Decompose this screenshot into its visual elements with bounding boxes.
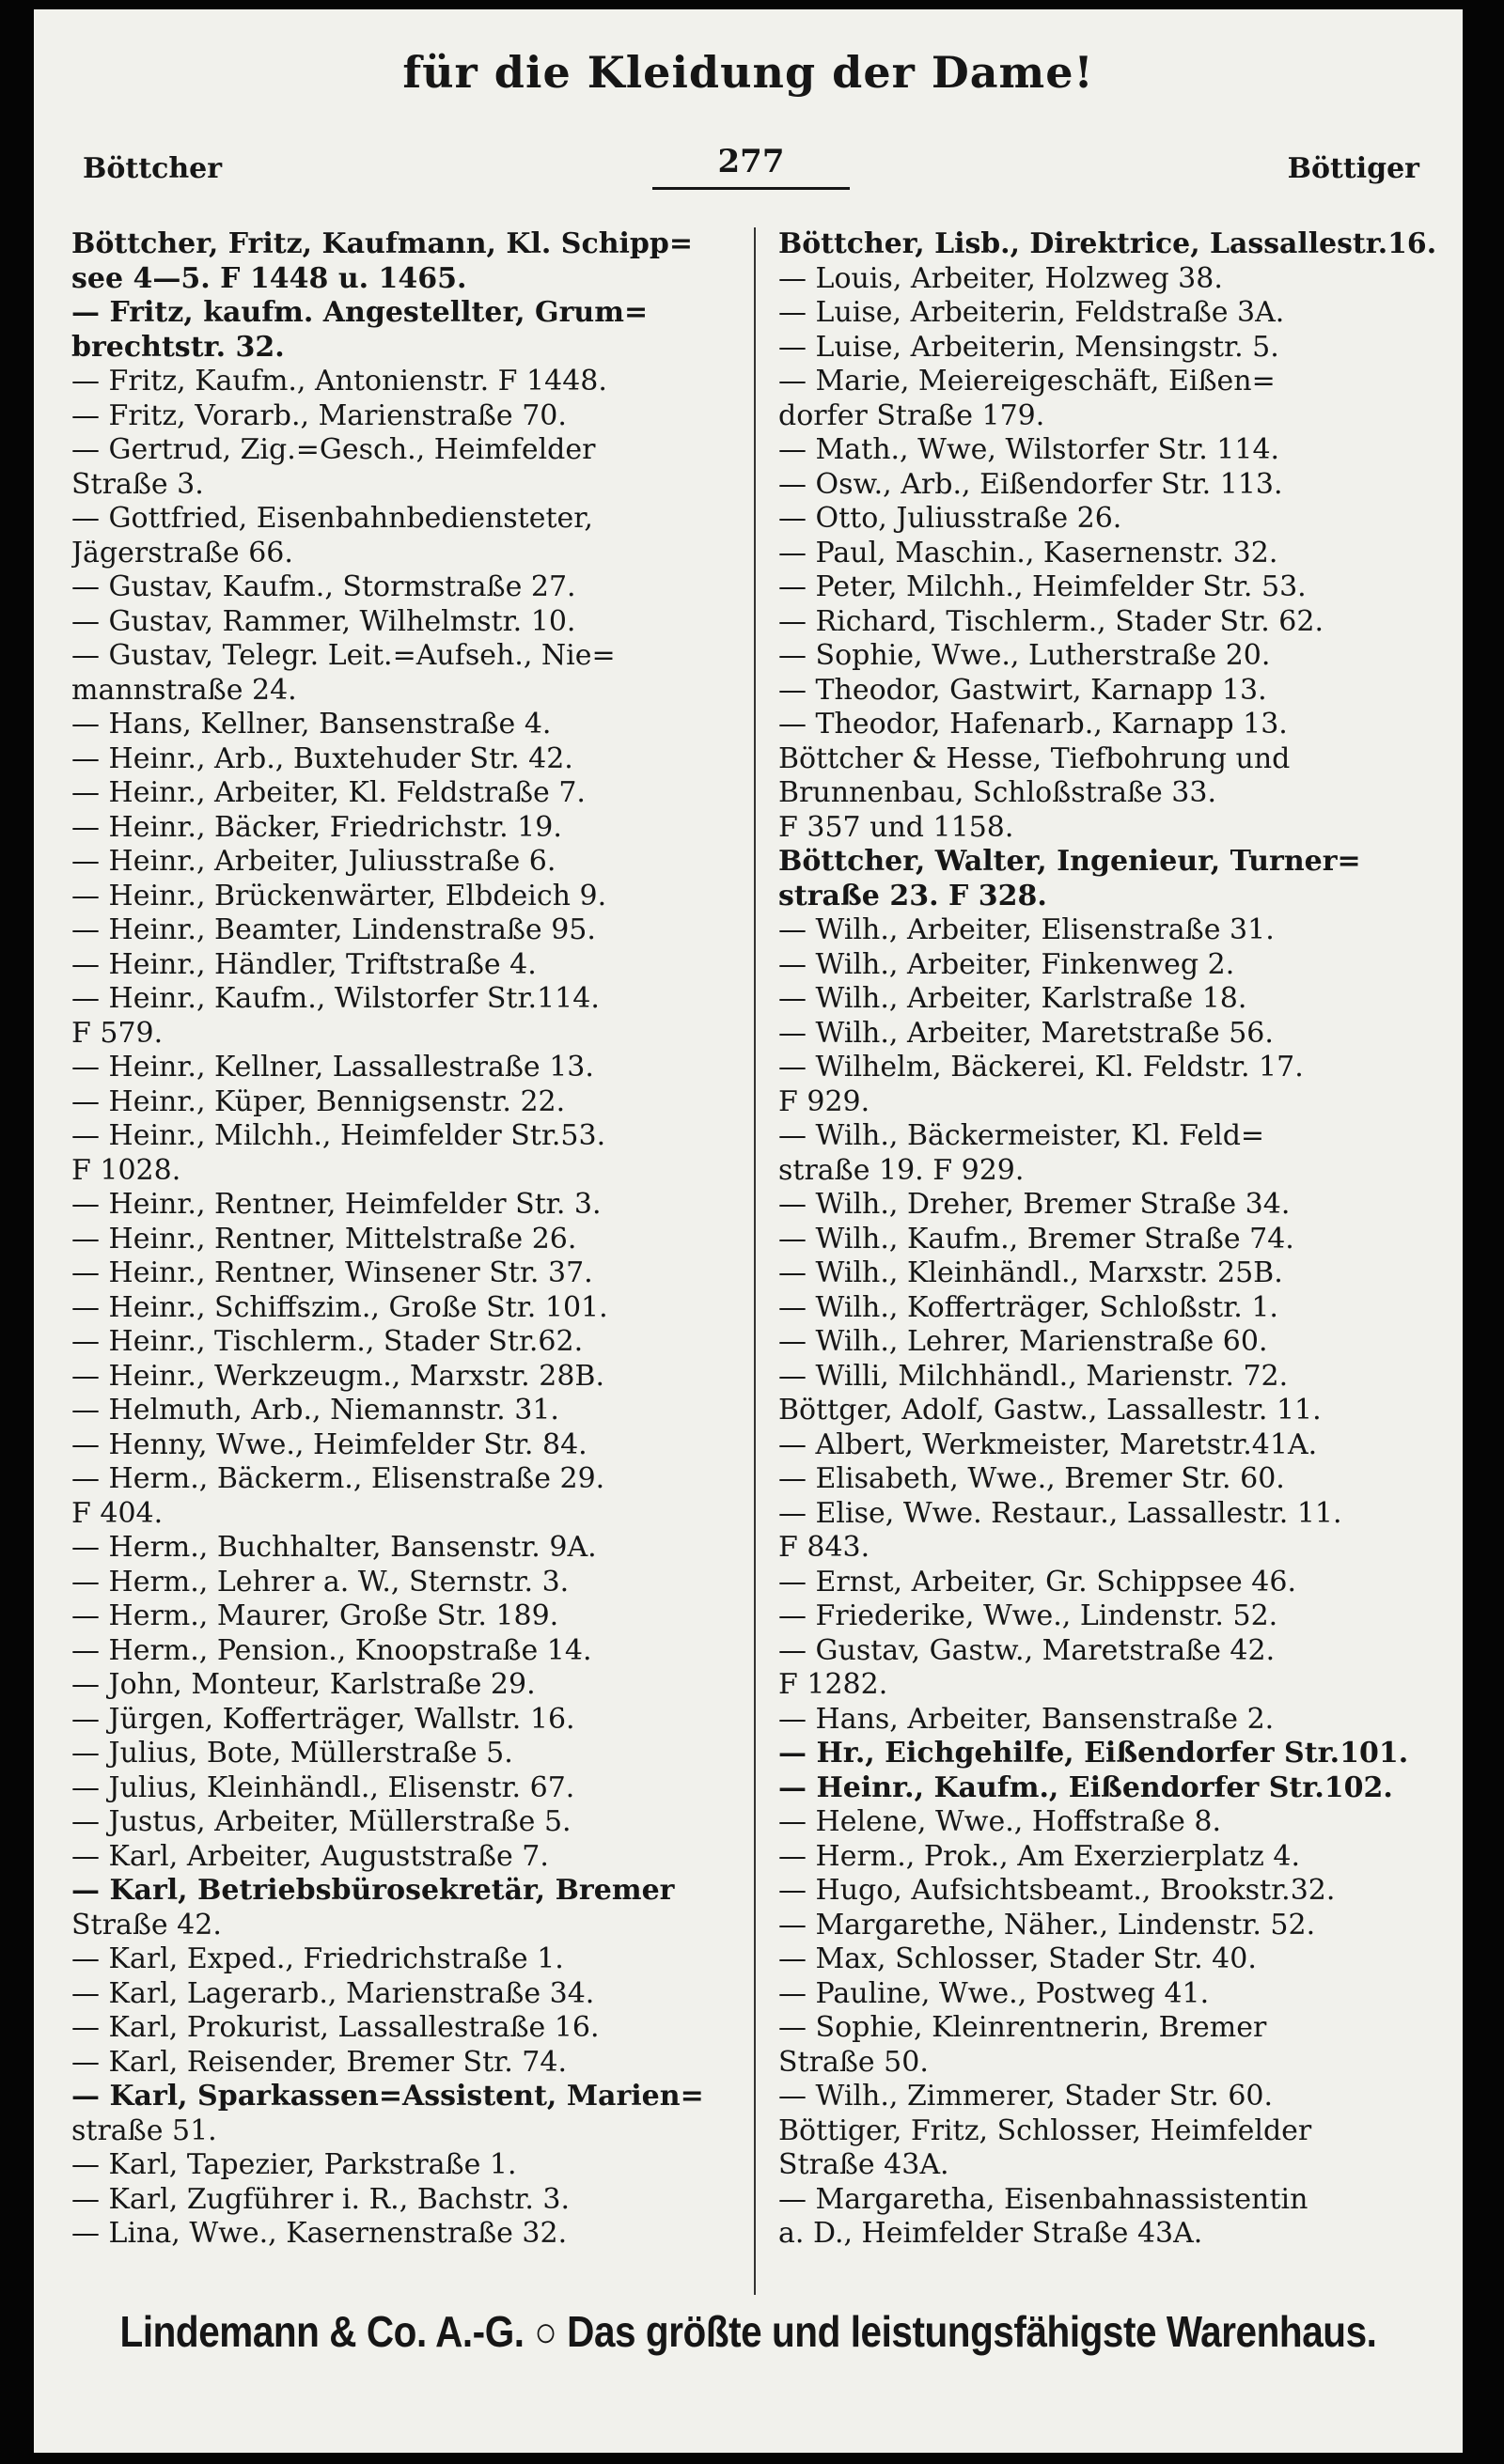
directory-entry-line: — Peter, Milchh., Heimfelder Str. 53. xyxy=(778,570,1307,603)
directory-page xyxy=(34,9,1463,2453)
directory-entry-line: — Heinr., Kellner, Lassallestraße 13. xyxy=(71,1051,594,1084)
running-head xyxy=(83,143,1419,199)
directory-entry-line: — Heinr., Beamter, Lindenstraße 95. xyxy=(71,913,596,946)
directory-entry-line: — Heinr., Rentner, Mittelstraße 26. xyxy=(71,1222,577,1255)
directory-entry-line: — Richard, Tischlerm., Stader Str. 62. xyxy=(778,604,1324,638)
directory-entry-line: — Heinr., Brückenwärter, Elbdeich 9. xyxy=(71,879,607,912)
directory-entry-line: Böttger, Adolf, Gastw., Lassallestr. 11. xyxy=(778,1394,1322,1427)
directory-entry-line: F 929. xyxy=(778,1084,870,1118)
directory-entry-line: — Friederike, Wwe., Lindenstr. 52. xyxy=(778,1599,1278,1632)
directory-entry-line: — Wilh., Lehrer, Marienstraße 60. xyxy=(778,1325,1268,1358)
directory-entry-line: — Sophie, Wwe., Lutherstraße 20. xyxy=(778,639,1271,672)
directory-entry-line: — Hr., Eichgehilfe, Eißendorfer Str.101. xyxy=(778,1737,1409,1770)
directory-entry-line: — Theodor, Gastwirt, Karnapp 13. xyxy=(778,673,1267,707)
directory-entry-line: — Herm., Pension., Knoopstraße 14. xyxy=(71,1633,592,1667)
directory-entry-line: — Marie, Meiereigeschäft, Eißen= xyxy=(778,365,1276,398)
directory-entry-line: — Ernst, Arbeiter, Gr. Schippsee 46. xyxy=(778,1565,1297,1598)
directory-entry-line: — Wilhelm, Bäckerei, Kl. Feldstr. 17. xyxy=(778,1051,1304,1084)
directory-entry-line: F 404. xyxy=(71,1496,164,1530)
directory-entry-line: — Wilh., Kleinhändl., Marxstr. 25B. xyxy=(778,1256,1283,1289)
directory-entry-line: — Wilh., Dreher, Bremer Straße 34. xyxy=(778,1188,1291,1221)
directory-entry-line: — Theodor, Hafenarb., Karnapp 13. xyxy=(778,708,1288,741)
directory-entry-line: — Henny, Wwe., Heimfelder Str. 84. xyxy=(71,1427,588,1461)
directory-entry-line: straße 51. xyxy=(71,2113,217,2147)
directory-entry-line: F 357 und 1158. xyxy=(778,810,1014,844)
directory-entry-line: — Gustav, Gastw., Maretstraße 42. xyxy=(778,1633,1276,1667)
directory-entry-line: — Karl, Exped., Friedrichstraße 1. xyxy=(71,1942,564,1975)
directory-entry-line: dorfer Straße 179. xyxy=(778,398,1045,432)
directory-entry-line: brechtstr. 32. xyxy=(71,330,285,364)
directory-entry-line: — Wilh., Arbeiter, Finkenweg 2. xyxy=(778,947,1235,981)
directory-entry-line: — Elisabeth, Wwe., Bremer Str. 60. xyxy=(778,1462,1285,1495)
directory-entry-line: — Albert, Werkmeister, Maretstr.41A. xyxy=(778,1427,1318,1461)
directory-entry-line: — Karl, Betriebsbürosekretär, Bremer xyxy=(71,1874,675,1907)
directory-entry-line: — Sophie, Kleinrentnerin, Bremer xyxy=(778,2011,1267,2044)
directory-entry-line: — Margaretha, Eisenbahnassistentin xyxy=(778,2182,1308,2216)
directory-entry-line: — Heinr., Milchh., Heimfelder Str.53. xyxy=(71,1119,606,1152)
entry-columns xyxy=(71,227,1446,2295)
directory-entry-line: — Willi, Milchhändl., Marienstr. 72. xyxy=(778,1359,1289,1393)
page-number: 277 xyxy=(717,143,785,180)
directory-entry-line: Böttcher, Fritz, Kaufmann, Kl. Schipp= xyxy=(71,227,694,260)
directory-entry-line: — Herm., Bäckerm., Elisenstraße 29. xyxy=(71,1462,605,1495)
directory-entry-line: — Wilh., Bäckermeister, Kl. Feld= xyxy=(778,1119,1265,1152)
directory-entry-line: — Math., Wwe, Wilstorfer Str. 114. xyxy=(778,433,1280,466)
directory-entry-line: see 4—5. F 1448 u. 1465. xyxy=(71,261,467,295)
directory-entry-line: Böttcher, Walter, Ingenieur, Turner= xyxy=(778,845,1361,878)
directory-entry-line: — Fritz, Vorarb., Marienstraße 70. xyxy=(71,398,567,432)
directory-entry-line: — Wilh., Zimmerer, Stader Str. 60. xyxy=(778,2080,1274,2113)
directory-entry-line: — Heinr., Kaufm., Eißendorfer Str.102. xyxy=(778,1770,1393,1804)
footer-advertisement: Lindemann & Co. A.-G. ○ Das größte und leistungsfähigste Warenhaus. xyxy=(119,2307,1377,2356)
directory-entry-line: — Karl, Prokurist, Lassallestraße 16. xyxy=(71,2011,600,2044)
column-divider xyxy=(754,227,756,2295)
directory-entry-line: straße 19. F 929. xyxy=(778,1153,1025,1187)
directory-entry-line: — Karl, Reisender, Bremer Str. 74. xyxy=(71,2045,567,2079)
directory-entry-line: Böttcher & Hesse, Tiefbohrung und xyxy=(778,741,1291,775)
directory-entry-line: — Osw., Arb., Eißendorfer Str. 113. xyxy=(778,467,1283,501)
directory-entry-line: — Wilh., Arbeiter, Maretstraße 56. xyxy=(778,1016,1274,1050)
page-number-rule xyxy=(652,187,850,190)
directory-entry-line: — Karl, Sparkassen=Assistent, Marien= xyxy=(71,2080,704,2113)
directory-entry-line: — Wilh., Arbeiter, Elisenstraße 31. xyxy=(778,913,1275,946)
directory-entry-line: Brunnenbau, Schloßstraße 33. xyxy=(778,776,1216,809)
directory-entry-line: F 579. xyxy=(71,1016,164,1050)
directory-entry-line: — Heinr., Arbeiter, Kl. Feldstraße 7. xyxy=(71,776,586,809)
directory-entry-line: Jägerstraße 66. xyxy=(71,536,293,569)
running-head-left: Böttcher xyxy=(83,152,223,185)
directory-entry-line: — Heinr., Arb., Buxtehuder Str. 42. xyxy=(71,741,573,775)
directory-entry-line: — Luise, Arbeiterin, Mensingstr. 5. xyxy=(778,330,1279,364)
directory-entry-line: — Karl, Tapezier, Parkstraße 1. xyxy=(71,2148,517,2181)
directory-entry-line: — Herm., Lehrer a. W., Sternstr. 3. xyxy=(71,1565,570,1598)
directory-entry-line: — Wilh., Kofferträger, Schloßstr. 1. xyxy=(778,1290,1278,1324)
header-advertisement: für die Kleidung der Dame! xyxy=(402,47,1094,98)
directory-entry-line: F 1028. xyxy=(71,1153,181,1187)
directory-entry-line: — Herm., Prok., Am Exerzierplatz 4. xyxy=(778,1839,1300,1873)
directory-entry-line: — Gustav, Kaufm., Stormstraße 27. xyxy=(71,570,576,603)
directory-entry-line: — John, Monteur, Karlstraße 29. xyxy=(71,1668,536,1701)
directory-entry-line: — Heinr., Schiffszim., Große Str. 101. xyxy=(71,1290,608,1324)
directory-entry-line: — Heinr., Tischlerm., Stader Str.62. xyxy=(71,1325,584,1358)
directory-entry-line: — Julius, Bote, Müllerstraße 5. xyxy=(71,1737,513,1770)
directory-entry-line: — Gustav, Telegr. Leit.=Aufseh., Nie= xyxy=(71,639,616,672)
directory-entry-line: — Hans, Kellner, Bansenstraße 4. xyxy=(71,708,552,741)
directory-entry-line: — Pauline, Wwe., Postweg 41. xyxy=(778,1976,1210,2010)
directory-entry-line: — Helene, Wwe., Hoffstraße 8. xyxy=(778,1805,1221,1838)
directory-entry-line: Böttcher, Lisb., Direktrice, Lassallestr.16. xyxy=(778,227,1437,260)
directory-entry-line: — Gustav, Rammer, Wilhelmstr. 10. xyxy=(71,604,576,638)
directory-entry-line: — Julius, Kleinhändl., Elisenstr. 67. xyxy=(71,1770,575,1804)
directory-entry-line: Straße 43A. xyxy=(778,2148,949,2181)
directory-entry-line: — Helmuth, Arb., Niemannstr. 31. xyxy=(71,1394,559,1427)
directory-entry-line: — Heinr., Rentner, Heimfelder Str. 3. xyxy=(71,1188,602,1221)
directory-entry-line: Böttiger, Fritz, Schlosser, Heimfelder xyxy=(778,2113,1312,2147)
directory-entry-line: — Fritz, kaufm. Angestellter, Grum= xyxy=(71,296,649,329)
directory-entry-line: — Margarethe, Näher., Lindenstr. 52. xyxy=(778,1908,1316,1942)
directory-entry-line: — Hugo, Aufsichtsbeamt., Brookstr.32. xyxy=(778,1874,1336,1907)
directory-entry-line: — Otto, Juliusstraße 26. xyxy=(778,502,1122,535)
directory-entry-line: Straße 3. xyxy=(71,467,204,501)
directory-entry-line: Straße 42. xyxy=(71,1908,222,1942)
directory-entry-line: — Heinr., Bäcker, Friedrichstr. 19. xyxy=(71,810,562,844)
directory-entry-line: a. D., Heimfelder Straße 43A. xyxy=(778,2217,1203,2250)
directory-entry-line: — Elise, Wwe. Restaur., Lassallestr. 11. xyxy=(778,1496,1342,1530)
directory-entry-line: F 1282. xyxy=(778,1668,888,1701)
directory-entry-line: — Karl, Lagerarb., Marienstraße 34. xyxy=(71,1976,595,2010)
directory-entry-line: — Herm., Buchhalter, Bansenstr. 9A. xyxy=(71,1531,597,1564)
directory-entry-line: — Gertrud, Zig.=Gesch., Heimfelder xyxy=(71,433,596,466)
directory-entry-line: — Luise, Arbeiterin, Feldstraße 3A. xyxy=(778,296,1285,329)
directory-entry-line: — Louis, Arbeiter, Holzweg 38. xyxy=(778,261,1223,295)
directory-entry-line: — Wilh., Arbeiter, Karlstraße 18. xyxy=(778,982,1247,1015)
directory-entry-line: mannstraße 24. xyxy=(71,673,297,707)
left-column xyxy=(71,227,729,2295)
directory-entry-line: — Heinr., Werkzeugm., Marxstr. 28B. xyxy=(71,1359,605,1393)
directory-entry-line: — Justus, Arbeiter, Müllerstraße 5. xyxy=(71,1805,572,1838)
directory-entry-line: — Jürgen, Kofferträger, Wallstr. 16. xyxy=(71,1702,575,1736)
directory-entry-line: — Hans, Arbeiter, Bansenstraße 2. xyxy=(778,1702,1275,1736)
directory-entry-line: — Heinr., Händler, Triftstraße 4. xyxy=(71,947,537,981)
directory-entry-line: — Gottfried, Eisenbahnbediensteter, xyxy=(71,502,593,535)
directory-entry-line: — Paul, Maschin., Kasernenstr. 32. xyxy=(778,536,1278,569)
directory-entry-line: — Karl, Zugführer i. R., Bachstr. 3. xyxy=(71,2182,571,2216)
directory-entry-line: — Heinr., Kaufm., Wilstorfer Str.114. xyxy=(71,982,600,1015)
directory-entry-line: — Karl, Arbeiter, Auguststraße 7. xyxy=(71,1839,549,1873)
right-column xyxy=(778,227,1436,2295)
directory-entry-line: — Heinr., Rentner, Winsener Str. 37. xyxy=(71,1256,593,1289)
directory-entry-line: F 843. xyxy=(778,1531,870,1564)
running-head-right: Böttiger xyxy=(1287,152,1419,185)
directory-entry-line: straße 23. F 328. xyxy=(778,879,1047,912)
directory-entry-line: Straße 50. xyxy=(778,2045,929,2079)
directory-entry-line: — Heinr., Arbeiter, Juliusstraße 6. xyxy=(71,845,556,878)
directory-entry-line: — Fritz, Kaufm., Antonienstr. F 1448. xyxy=(71,365,607,398)
directory-entry-line: — Max, Schlosser, Stader Str. 40. xyxy=(778,1942,1257,1975)
directory-entry-line: — Herm., Maurer, Große Str. 189. xyxy=(71,1599,559,1632)
directory-entry-line: — Lina, Wwe., Kasernenstraße 32. xyxy=(71,2217,568,2250)
directory-entry-line: — Heinr., Küper, Bennigsenstr. 22. xyxy=(71,1084,566,1118)
directory-entry-line: — Wilh., Kaufm., Bremer Straße 74. xyxy=(778,1222,1294,1255)
